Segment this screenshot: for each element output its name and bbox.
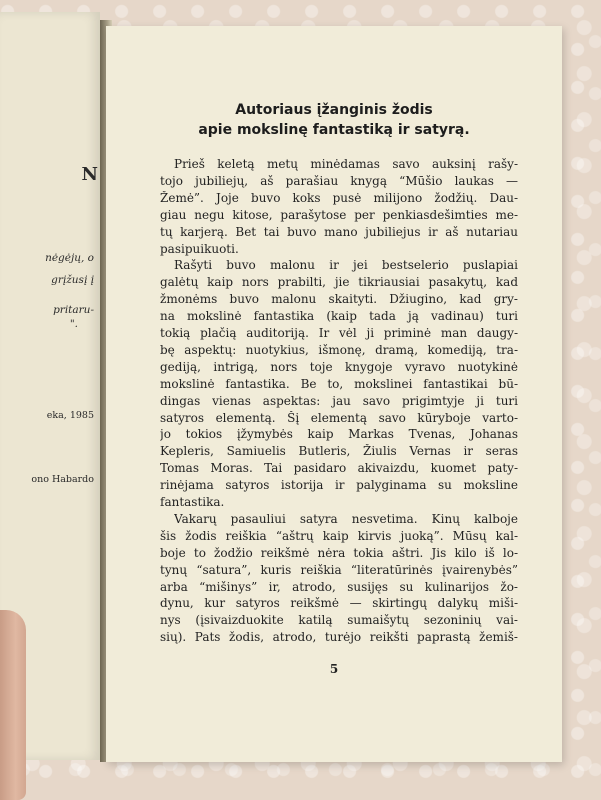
body-line: dingas vienas aspektas: jau savo prigimtyje ji turi: [160, 393, 518, 408]
left-page-fragment: pritaru-: [53, 304, 94, 316]
left-page-fragment: nėgėjų, o: [45, 252, 94, 264]
right-page: [106, 26, 562, 762]
body-line: tų karjerą. Bet tai buvo mano jubiliejus ir aš nutariau: [160, 224, 518, 239]
body-line: tojo jubiliejų, aš parašiau knygą “Mūšio laukas —: [160, 173, 518, 188]
left-page-fragment: N: [81, 164, 98, 185]
body-line: boje to žodžio reikšmė nėra tokia aštri. Jis kilo iš lo-: [160, 545, 518, 560]
body-line: Prieš keletą metų minėdamas savo auksinį rašy-: [174, 157, 518, 171]
left-page-fragment: eka, 1985: [46, 410, 94, 421]
chapter-title-line: Autoriaus įžanginis žodis: [235, 102, 433, 118]
body-line: nys (įsivaizduokite katilą sumaišytų sezoninių vai-: [160, 613, 518, 628]
body-line: mokslinė fantastika. Be to, mokslinei fantastikai bū-: [160, 376, 518, 391]
body-line: Rašyti buvo malonu ir jei bestselerio puslapiai: [174, 258, 518, 273]
body-line: Žemė”. Joje buvo koks pusė milijono žodžių. Dau-: [160, 190, 518, 205]
body-line: Vakarų pasauliui satyra nesvetima. Kinų kalboje: [174, 511, 518, 526]
page-number: 5: [329, 662, 339, 676]
body-line: galėtų kaip nors prabilti, jie tikriausiai pasakytų, kad: [160, 275, 518, 290]
body-line: jo tokios įžymybės kaip Markas Tvenas, Johanas: [160, 427, 518, 442]
body-line: žmonėms buvo malonu skaityti. Džiugino, kad gry-: [160, 292, 518, 307]
body-line: tokią plačią auditoriją. Ir vėl ji priminė man daugy-: [160, 326, 518, 340]
body-line: giau negu kitose, parašytose per penkiasdešimties me-: [160, 207, 518, 222]
body-line: sių). Pats žodis, atrodo, turėjo reikšti paprastą žemiš-: [160, 630, 518, 645]
body-line: Kepleris, Samiuelis Butleris, Žiulis Vernas ir seras: [160, 444, 518, 459]
body-line: na mokslinė fantastika (kaip tada ją vadinau) turi: [160, 309, 518, 324]
body-line: bę aspektų: nuotykius, išmonę, dramą, komediją, tra-: [160, 342, 518, 357]
body-line: rinėjama satyros istorija ir palyginama su moksline: [160, 478, 518, 493]
body-line: fantastika.: [160, 495, 225, 509]
thumb: [0, 610, 26, 800]
body-line: arba “mišinys” ir, atrodo, susijęs su kulinarijos žo-: [160, 579, 518, 594]
left-page-fragment: grįžusį į: [51, 274, 94, 286]
body-line: gediją, intrigą, nors toje knygoje vyravo nuotykinė: [160, 359, 518, 374]
chapter-title-line: apie mokslinę fantastiką ir satyrą.: [198, 122, 470, 138]
body-line: Tomas Moras. Tai pasidaro akivaizdu, kuomet paty-: [160, 461, 518, 476]
left-page-fragment: ono Habardo: [31, 474, 94, 485]
body-line: tynų “satura”, kuris reiškia “literatūrinės įvairenybės”: [160, 562, 518, 577]
body-line: pasipuikuoti.: [160, 241, 239, 256]
body-line: satyros elementą. Šį elementą savo kūryboje varto-: [160, 410, 518, 425]
body-line: šis žodis reiškia “aštrų kaip kirvis juoką”. Mūsų kal-: [160, 528, 518, 543]
left-page-fragment: ".: [69, 318, 78, 330]
body-line: dynu, kur satyros reikšmė — skirtingų dalykų miši-: [160, 596, 518, 611]
